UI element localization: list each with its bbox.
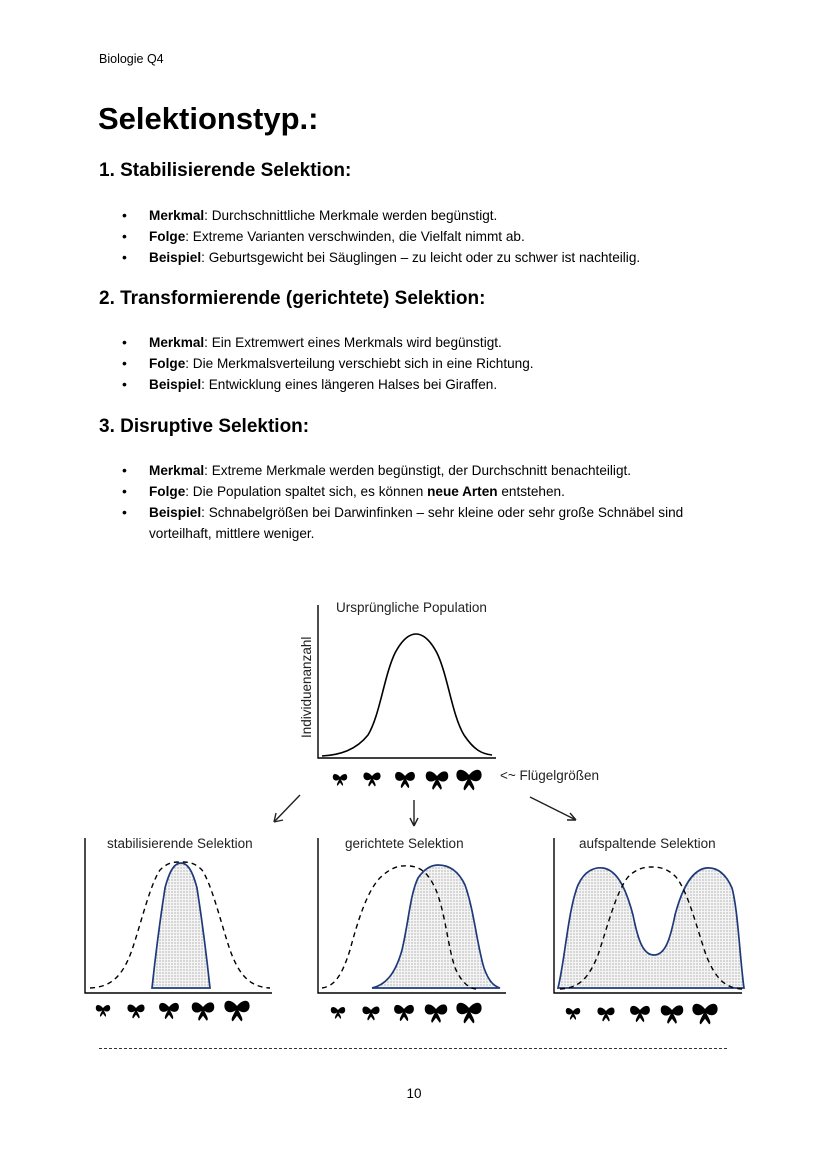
list-item — [122, 481, 742, 502]
arrows — [274, 795, 576, 826]
item-label: Merkmal — [149, 463, 205, 478]
butterfly-icon — [630, 1006, 650, 1022]
butterfly-icon — [192, 1002, 215, 1020]
item-text: : Die Population spaltet sich, es können — [185, 484, 428, 499]
original-distribution-curve — [322, 634, 492, 756]
butterfly-icon — [456, 1003, 481, 1024]
butterfly-icon — [394, 1005, 414, 1021]
list-item — [122, 226, 742, 247]
header-subject: Biologie Q4 — [99, 52, 164, 66]
list-stabilizing — [122, 205, 742, 268]
page-title: Selektionstyp.: — [98, 101, 319, 136]
section-title-directional: 2. Transformierende (gerichtete) Selektion: — [99, 288, 486, 309]
item-label: Folge — [149, 229, 186, 244]
panel2-wing-size-icons — [331, 1003, 482, 1024]
figure-svg — [0, 560, 828, 1040]
selection-types-figure — [0, 560, 828, 1040]
list-item — [122, 353, 742, 374]
butterfly-icon — [395, 772, 415, 788]
list-item — [122, 374, 742, 395]
arrow-left-icon — [274, 795, 300, 822]
list-item — [122, 460, 742, 481]
butterfly-icon — [456, 770, 481, 791]
panel-title-stabilizing: stabilisierende Selektion — [107, 836, 253, 851]
butterfly-icon — [333, 774, 347, 786]
panel3-wing-size-icons — [566, 1004, 718, 1025]
top-wing-size-icons — [333, 770, 482, 791]
butterfly-icon — [363, 772, 380, 786]
page-number: 10 — [406, 1086, 422, 1101]
butterfly-icon — [127, 1004, 144, 1018]
butterfly-icon — [597, 1007, 614, 1021]
item-text: : Extreme Varianten verschwinden, die Vielfalt nimmt ab. — [185, 229, 525, 244]
wing-size-hint: <~ Flügelgrößen — [500, 768, 600, 783]
list-directional — [122, 332, 742, 395]
panel2-selected-distribution — [372, 865, 500, 988]
item-label: Beispiel — [149, 505, 202, 520]
item-label: Folge — [149, 484, 186, 499]
item-text: : Ein Extremwert eines Merkmals wird begünstigt. — [204, 335, 502, 350]
item-label: Merkmal — [149, 335, 205, 350]
list-item — [122, 247, 742, 268]
y-axis-label: Individuenanzahl — [299, 636, 314, 738]
dashed-divider — [99, 1048, 727, 1049]
item-emphasis: neue Arten — [427, 484, 498, 499]
item-text: : Die Merkmalsverteilung verschiebt sich in eine Richtung. — [185, 356, 534, 371]
panel-title-directional: gerichtete Selektion — [345, 836, 464, 851]
item-text: : Geburtsgewicht bei Säuglingen – zu leicht oder zu schwer ist nachteilig. — [201, 250, 641, 265]
item-label: Merkmal — [149, 208, 205, 223]
butterfly-icon — [661, 1005, 684, 1023]
item-text: entstehen. — [497, 484, 565, 499]
butterfly-icon — [331, 1007, 345, 1019]
butterfly-icon — [224, 1001, 249, 1022]
item-label: Beispiel — [149, 377, 202, 392]
butterfly-icon — [159, 1003, 179, 1019]
list-disruptive — [122, 460, 742, 544]
item-text: : Entwicklung eines längeren Halses bei Giraffen. — [201, 377, 498, 392]
list-item — [122, 502, 742, 544]
arrow-right-icon — [530, 797, 576, 820]
butterfly-icon — [692, 1004, 717, 1025]
butterfly-icon — [362, 1006, 379, 1020]
item-text: : Schnabelgrößen bei Darwinfinken – sehr kleine oder sehr große Schnäbel sind vorteilhaft, mittlere weniger. — [149, 505, 684, 541]
top-chart-title: Ursprüngliche Population — [336, 600, 487, 615]
butterfly-icon — [96, 1005, 110, 1017]
panel3-selected-distribution — [558, 868, 744, 988]
panel-title-disruptive: aufspaltende Selektion — [579, 836, 716, 851]
item-label: Folge — [149, 356, 186, 371]
arrow-down-icon — [410, 800, 418, 826]
butterfly-icon — [426, 771, 449, 789]
butterfly-icon — [425, 1004, 448, 1022]
top-axes — [318, 605, 496, 758]
section-title-disruptive: 3. Disruptive Selektion: — [99, 416, 310, 437]
panel1-wing-size-icons — [96, 1001, 250, 1022]
item-label: Beispiel — [149, 250, 202, 265]
list-item — [122, 205, 742, 226]
item-text: : Durchschnittliche Merkmale werden begünstigt. — [204, 208, 498, 223]
panel1-selected-distribution — [152, 863, 210, 988]
butterfly-icon — [566, 1008, 580, 1020]
item-text: : Extreme Merkmale werden begünstigt, der Durchschnitt benachteiligt. — [204, 463, 632, 478]
section-title-stabilizing: 1. Stabilisierende Selektion: — [99, 160, 352, 181]
list-item — [122, 332, 742, 353]
